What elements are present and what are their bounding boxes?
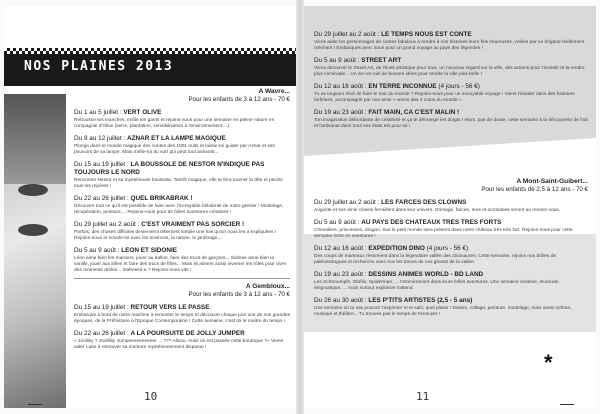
activity-title: RETOUR VERS LE PASSE	[130, 304, 210, 311]
activity-item	[314, 57, 588, 78]
activity-dates: Du 22 au 26 juillet :	[74, 330, 129, 337]
region-place: A Wavre...	[258, 88, 290, 95]
activity-description: Ton imagination débordante de créativité et ça te démange les doigts ! Alors, pas de doute, cette semaine à la découverte de l'art et l'artisanat dans tous ses états est pour toi !	[314, 118, 588, 129]
activity-description: Rencontre Nestor et sa mystérieuse boussole. Tantôt magique, elle te fera tourner la tête et perdre tous tes repères !	[74, 178, 283, 189]
activity-dates: Du 8 au 12 juillet :	[74, 135, 126, 142]
activity-title: DESSINS ANIMES WORLD - BD LAND	[368, 271, 484, 278]
activity-title: LE TEMPS NOUS EST CONTE	[381, 31, 472, 38]
activity-dates: Du 5 au 9 août :	[314, 219, 360, 226]
activity-dates: Du 22 au 26 juillet :	[74, 195, 129, 202]
activity-item	[74, 195, 290, 216]
crop-mark	[560, 404, 574, 405]
activity-item	[314, 109, 588, 130]
activity-title: EN TERRE INCONNUE	[368, 83, 437, 90]
activity-item	[314, 83, 588, 104]
activity-description: Tu as toujours rêvé de faire le tour du monde ? Rejoins-nous pour un incroyable voyage ! Viens t'évader dans des histoires farfelues, accompagné par nos amis « venus des 4 coins du monde ».	[314, 92, 575, 103]
activity-dates: Du 5 au 9 août :	[314, 57, 360, 64]
activity-description: Embarque à bord de notre machine à remonter le temps et découvre chaque jour une de nos grandes époques, de la Préhistoire à l'Epoque Contemporaine ! Cette semaine, c'est toi le maître du temps !	[74, 313, 290, 324]
activity-title: C'EST VRAIMENT PAS SORCIER !	[141, 221, 245, 228]
activity-title: VERT OLIVE	[123, 109, 162, 116]
activity-dates: Du 12 au 16 août :	[314, 83, 367, 90]
activity-item	[74, 221, 290, 242]
activity-title: LES P'TITS ARTISTES (2,5 - 5 ans)	[368, 297, 473, 304]
activity-dates: Du 29 juillet au 2 août :	[314, 199, 380, 206]
checker-strip	[4, 48, 296, 54]
activity-title: STREET ART	[361, 57, 402, 64]
region-place: A Mont-Saint-Guibert...	[516, 178, 588, 185]
activity-dates: Du 15 au 19 juillet :	[74, 161, 129, 168]
activity-item	[314, 219, 588, 240]
activity-description: Chevaliers, princesses, dragon, tout le petit monde sera présent dans notre château très très fort. Rejoins-nous pour cette semaine riche en aventures !	[314, 228, 573, 239]
asterisk-mark: *	[544, 350, 553, 375]
activity-item	[74, 304, 290, 325]
crop-mark	[28, 404, 42, 405]
top-activities	[314, 26, 588, 130]
activity-dates: Du 12 au 16 août :	[314, 245, 367, 252]
activity-description: Retrousse tes manches, enfile tes gants et rejoins-nous pour une semaine en pleine nature en compagnie d'Olive (serre, plantation, sensibilisation à l'environnement,...).	[74, 118, 275, 129]
activity-extra: (4 jours - 56 €)	[426, 245, 469, 252]
activity-description: Les Schtroumpfs, Obélix, Spiderman, ... t'emmèneront dans leurs folles aventures. Une semaine créative, musicale, énigmatique, ... mais surtout explosive t'attend.	[314, 280, 560, 291]
activity-title: LA BOUSSOLE DE NESTOR N'INDIQUE PAS TOUJOURS LE NORD	[74, 161, 265, 176]
activity-title: A LA POURSUITE DE JOLLY JUMPER	[130, 330, 245, 337]
activity-dates: Du 19 au 23 août :	[314, 109, 367, 116]
activity-description: Des coups de marteaux résonnent dans la légendaire vallée des dinosaures. Cette semaine, rejoins nos drôles de paléontologues et recherche avec eux les traces de ces géants de la vallée.	[314, 254, 557, 265]
activity-item	[314, 199, 588, 214]
region-subtitle: Pour les enfants de 3 à 12 ans - 70 €	[188, 291, 290, 298]
page-number: 11	[416, 390, 430, 403]
activity-description: Auguste et ses amis clowns ferraillent dans leur univers. Grimage, farces, rires et acrobaties seront au rendez-vous.	[314, 208, 561, 213]
divider	[74, 278, 290, 279]
page-number: 10	[144, 390, 158, 403]
activity-description: Une semaine où tu vas pouvoir t'exprimer et te salir, quel plaisir ! Dessin, collage, peinture, modelage, mais aussi rythme, musique et théâtre... Tu trouves pas le temps de t'ennuyer !	[314, 306, 572, 317]
activity-dates: Du 26 au 30 août :	[314, 297, 367, 304]
region-subtitle: Pour les enfants de 2,5 à 12 ans - 70 €	[481, 186, 588, 193]
activity-title: FAIT MAIN, CA C'EST MALIN !	[368, 109, 460, 116]
activity-item	[314, 297, 588, 318]
activity-dates: Du 5 au 9 août :	[74, 247, 120, 254]
activity-title: AZNAR ET LA LAMPE MAGIQUE	[126, 135, 226, 142]
activity-item	[74, 135, 290, 156]
book-gutter	[296, 0, 304, 414]
activity-description: Découvre tout ce qu'il est possible de faire avec l'incroyable brikabrak de notre grenier ! Modelage, récupération, peinture,... Rejoins-nous pour de folles aventures créatives !	[74, 204, 284, 215]
activity-item	[314, 245, 588, 266]
activity-description: Léon aime bien les maisons, jouer au ballon, faire des trucs de garçons... Sidonie aime bien la vanille, jouer aux billes et faire des trucs de filles... Mais ils aiment aussi inverser les rôles pour vivre des moments drôles... Intéressé-e ? Rejoins-nous vite !	[74, 256, 287, 273]
page-left	[4, 6, 296, 408]
activity-title: AU PAYS DES CHATEAUX TRES TRES FORTS	[361, 219, 502, 226]
region-header	[74, 88, 290, 104]
activity-item	[74, 330, 290, 351]
activity-dates: Du 29 juillet au 2 août :	[74, 221, 140, 228]
activity-description: « Jooliiiiy ? Joollliiiy Jumpeeeeeeeeeer ... ??? Allooo, mais où est passée cette bourrique ?» Viens aider Luke à retrouver sa monture mystérieusement disparue !	[74, 339, 283, 350]
activity-description: Viens aider les personnages de contes fabuleux à rendre à nos histoires leurs fins heureuses, volées par un brigand réellement méchant ! Embarques avec nous pour un grand voyage au pays des légendes !	[314, 40, 585, 51]
region-subtitle: Pour les enfants de 3 à 12 ans - 70 €	[188, 96, 290, 103]
region-wavre	[74, 88, 290, 351]
activity-title: LES FARCES DES CLOWNS	[381, 199, 467, 206]
activity-dates: Du 29 juillet au 2 août :	[314, 31, 380, 38]
region-mont-saint-guibert	[314, 178, 588, 318]
region-place: A Gembloux...	[245, 283, 290, 290]
page-title: NOS PLAINES 2013	[24, 59, 174, 74]
activity-item	[314, 31, 588, 52]
child-photo	[4, 94, 66, 408]
page-right	[304, 6, 596, 408]
activity-description: Parfois, des choses difficiles deviennent tellement simple une fois qu'on nous les a expliquées ! Rejoins-nous et envole-toi avec les sciences, la nature, le jardinage,...	[74, 230, 277, 241]
region-header	[314, 178, 588, 194]
activity-dates: Du 19 au 23 août :	[314, 271, 367, 278]
activity-dates: Du 15 au 19 juillet :	[74, 304, 129, 311]
activity-extra: (4 jours - 56 €)	[438, 83, 480, 90]
activity-item	[74, 109, 290, 130]
activity-title: LEON ET SIDONIE	[121, 247, 178, 254]
activity-title: QUEL BRIKABRAK !	[130, 195, 193, 202]
activity-description: Viens découvrir le Street Art, de l'éveil artistique pour tous, un nouveau regard sur la ville, des actions pour t'investir et la rendre plus conviviale... Un arc-en-ciel de bonnes idées pour rendre la ville plus belle !	[314, 66, 585, 77]
activity-item	[314, 271, 588, 292]
activity-item	[74, 161, 290, 190]
activity-dates: Du 1 au 5 juillet :	[74, 109, 122, 116]
activity-item	[74, 247, 290, 274]
region-gembloux	[74, 283, 290, 299]
activity-title: EXPEDITION DINO	[368, 245, 425, 252]
activity-description: Plonge dans le monde magique des contes des 1001 nuits et laisse-toi guider par Aznar et ses pouvoirs de sa lampe. Mais méfie-toi du sort qui peut tout anéantir...	[74, 144, 275, 155]
